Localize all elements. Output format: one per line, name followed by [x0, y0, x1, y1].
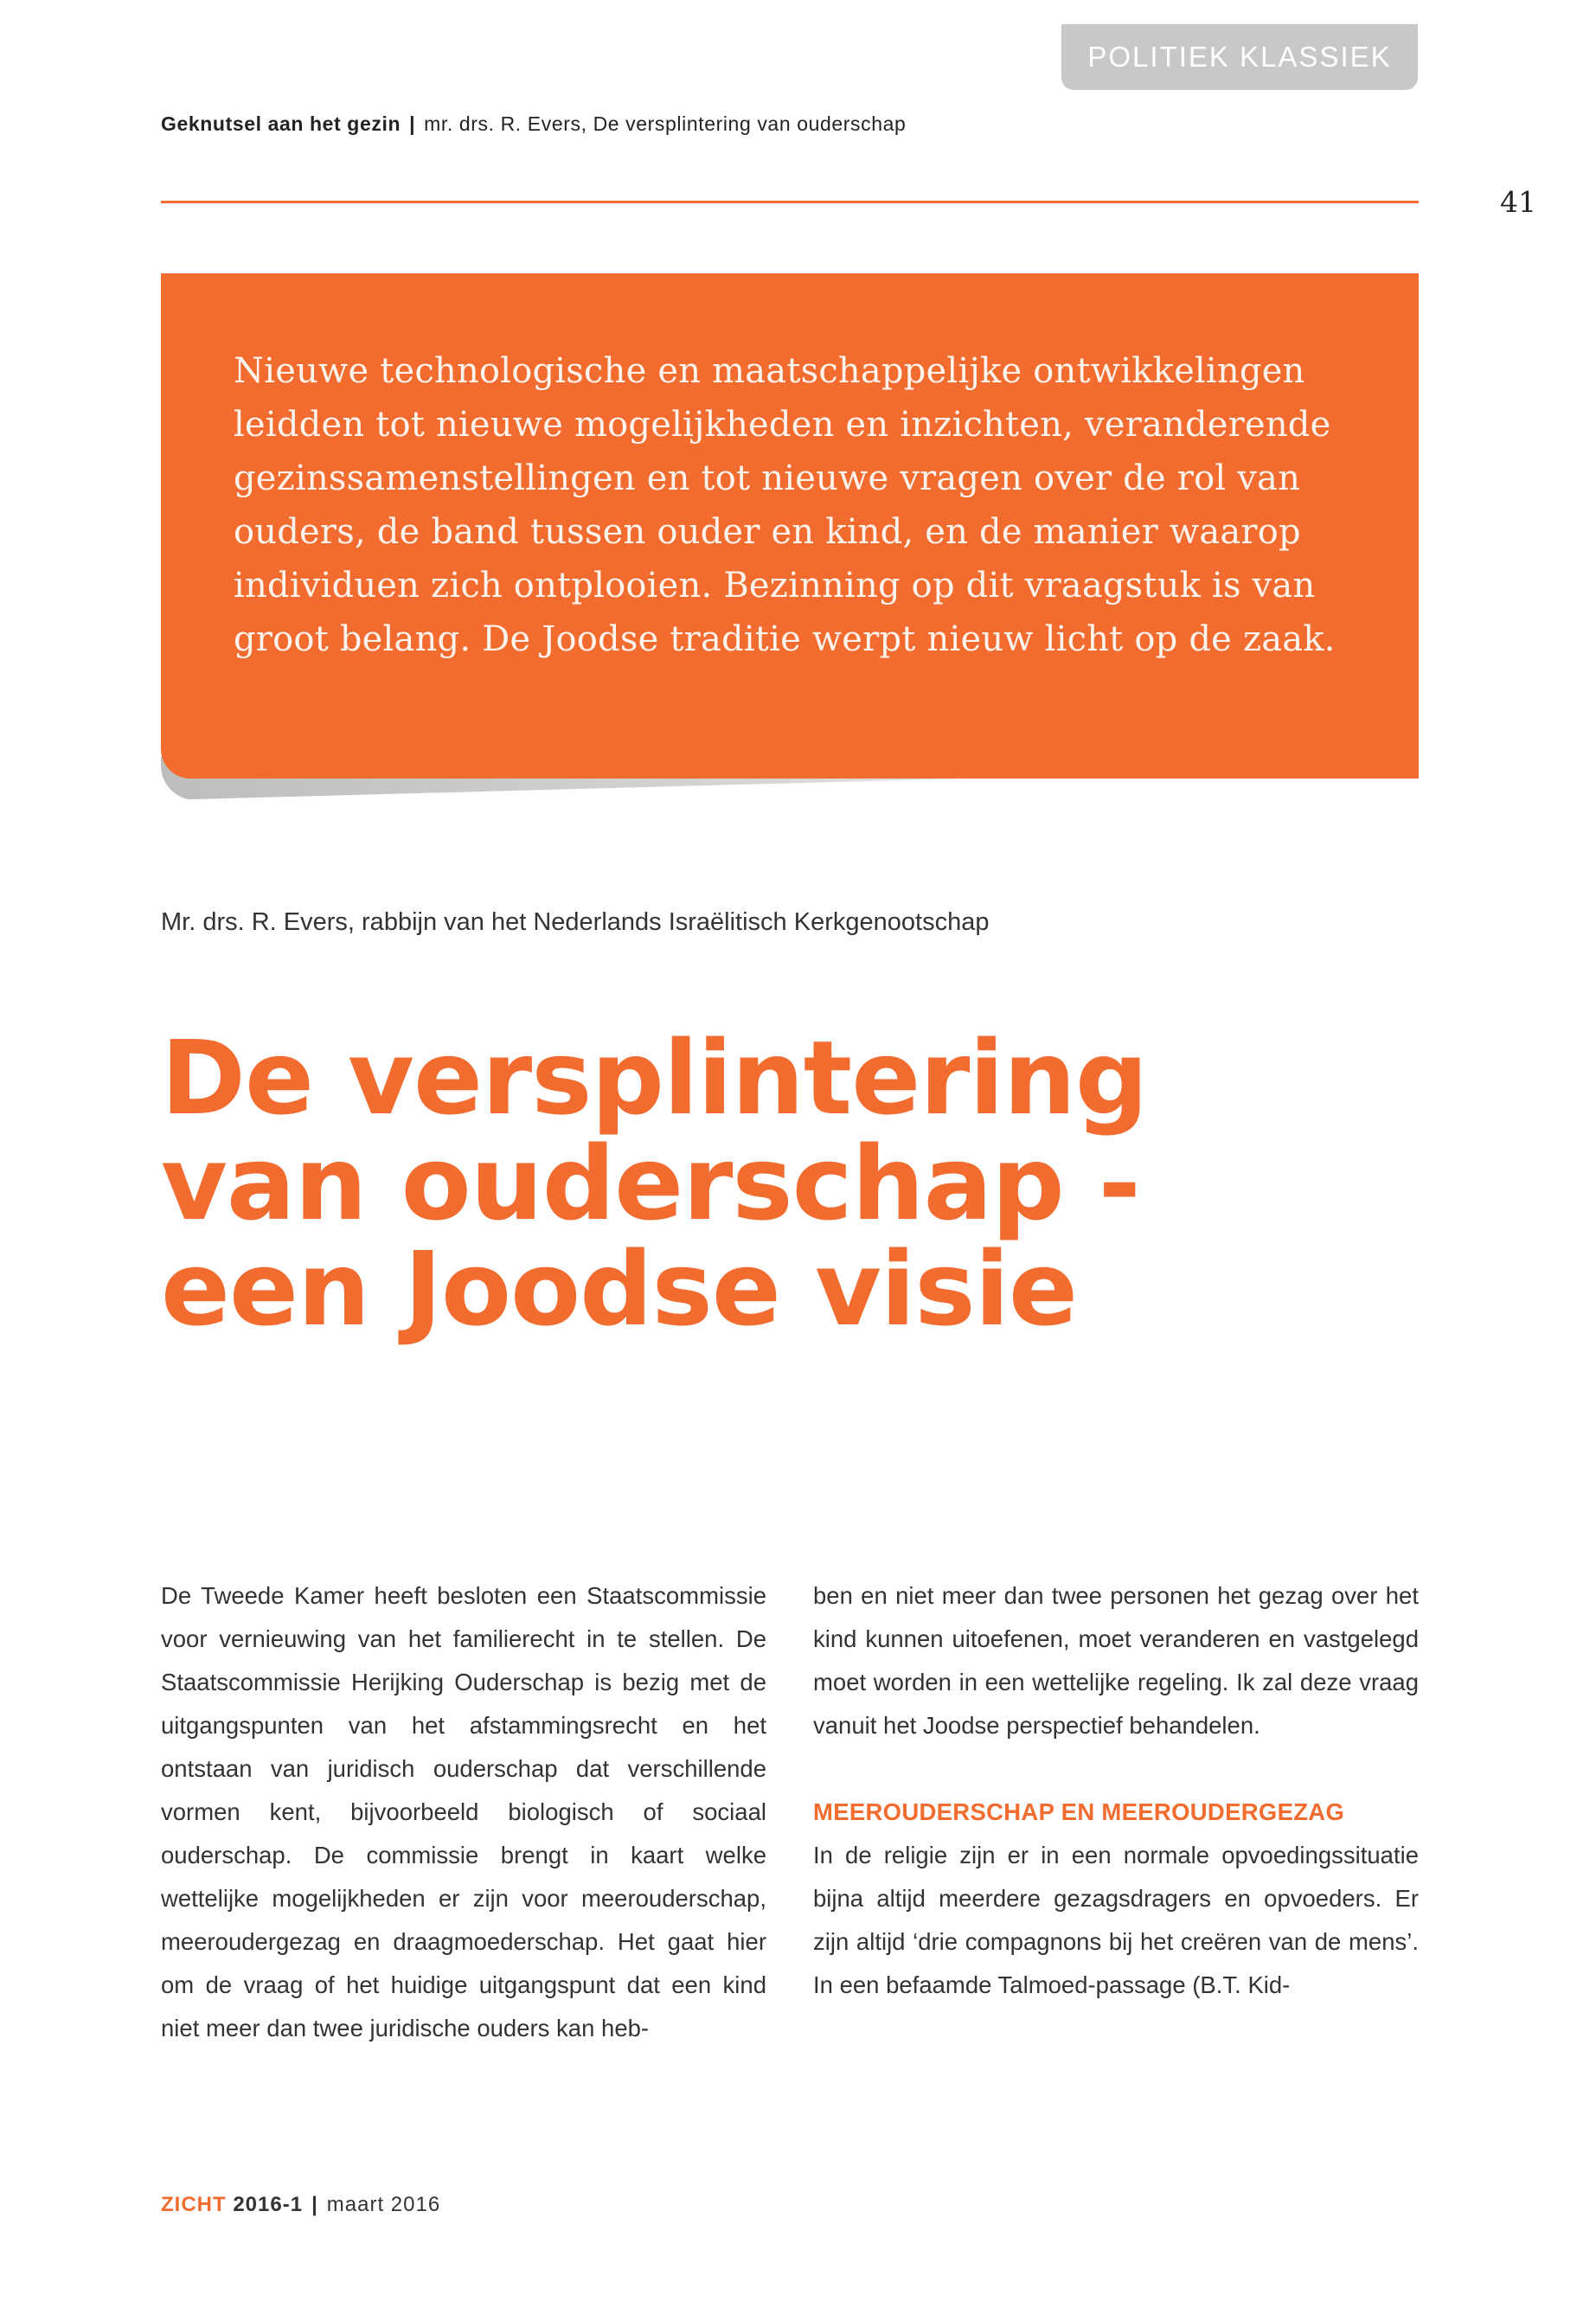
header-rule [161, 201, 1419, 203]
body-paragraph: ben en niet meer dan twee personen het gezag over het kind kunnen uitoefenen, moet veranderen en vastgelegd moet worden in een wettelijke regeling. Ik zal deze vraag vanuit het Joodse perspectief behandelen. [813, 1582, 1419, 1739]
article-reference: mr. drs. R. Evers, De versplintering van ouderschap [424, 112, 907, 135]
body-paragraph: De Tweede Kamer heeft besloten een Staatscommissie voor vernieuwing van het familierecht in te stellen. De Staatscommissie Herijking Ouderschap is bezig met de uitgangspunten van het afstammingsrecht en het ontstaan van juridisch ouderschap dat verschillende vormen kent, bijvoorbeeld biologisch of sociaal ouderschap. De commissie brengt in kaart welke wettelijke mogelijkheden er zijn voor meerouderschap, meeroudergezag en draagmoederschap. Het gaat hier om de vraag of het huidige uitgangspunt dat een kind niet meer dan twee juridische ouders kan heb- [161, 1582, 766, 2041]
magazine-brand: ZICHT [161, 2193, 227, 2216]
title-line: van ouderschap - [161, 1124, 1140, 1243]
author-line: Mr. drs. R. Evers, rabbijn van het Nederlands Israëlitisch Kerkgenootschap [161, 908, 990, 936]
intro-box [161, 273, 1419, 779]
issue-number: 2016-1 [233, 2193, 304, 2216]
page-number: 41 [1500, 185, 1536, 219]
body-paragraph: In de religie zijn er in een normale opvoedingssituatie bijna altijd meerdere gezagsdragers en opvoeders. Er zijn altijd ‘drie compagnons bij het creëren van de mens’. In een befaamde Talmoed-passage (B.T. Kid- [813, 1842, 1419, 1998]
title-line: een Joodse visie [161, 1229, 1078, 1349]
running-head [161, 112, 906, 136]
running-head-separator: | [409, 112, 416, 135]
series-title: Geknutsel aan het gezin [161, 112, 401, 135]
paragraph-spacer [813, 1747, 1419, 1791]
footer-separator: | [311, 2193, 318, 2216]
body-column-right [813, 1574, 1419, 2007]
body-column-left [161, 1574, 766, 2050]
title-line: De versplintering [161, 1018, 1148, 1138]
issue-date: maart 2016 [326, 2193, 441, 2216]
page-footer [161, 2193, 440, 2217]
intro-text: Nieuwe technologische en maatschappelijke ontwikkelingen leidden tot nieuwe mogelijkheden en inzichten, veranderende gezinssamenstellingen en tot nieuwe vragen over de rol van ouders, de band tussen ouder en kind, en de manier waarop individuen zich ontplooien. Bezinning op dit vraagstuk is van groot belang. De Joodse traditie werpt nieuw licht op de zaak. [234, 351, 1336, 659]
section-tab-label: POLITIEK KLASSIEK [1087, 41, 1392, 73]
article-title [161, 1018, 1148, 1349]
section-tab [1061, 24, 1418, 90]
section-subheading: MEEROUDERSCHAP EN MEEROUDERGEZAG [813, 1798, 1345, 1825]
